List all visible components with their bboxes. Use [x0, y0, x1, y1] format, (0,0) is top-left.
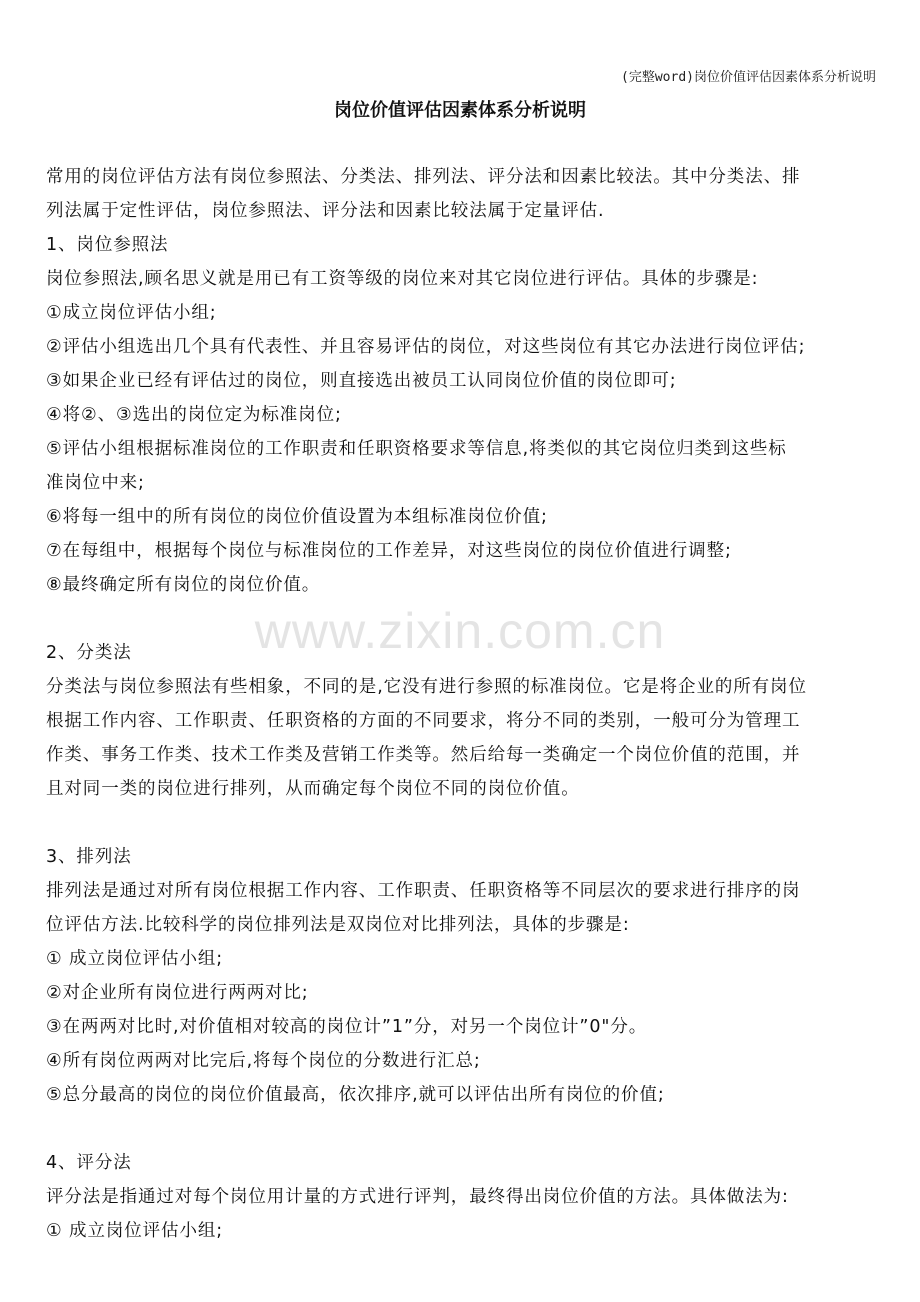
- list-item: ②对企业所有岗位进行两两对比;: [46, 983, 309, 1003]
- section-paragraph: 岗位参照法,顾名思义就是用已有工资等级的岗位来对其它岗位进行评估。具体的步骤是:: [46, 269, 759, 289]
- section-paragraph: 分类法与岗位参照法有些相象，不同的是,它没有进行参照的标准岗位。它是将企业的所有岗位: [46, 677, 807, 697]
- section-heading-ranking: 3、排列法: [46, 847, 132, 867]
- section-paragraph: 评分法是指通过对每个岗位用计量的方式进行评判，最终得出岗位价值的方法。具体做法为:: [46, 1187, 789, 1207]
- intro-line: 常用的岗位评估方法有岗位参照法、分类法、排列法、评分法和因素比较法。其中分类法、排: [46, 167, 801, 187]
- watermark: www.zixin.com.cn: [254, 603, 666, 659]
- section-heading-position-reference: 1、岗位参照法: [46, 235, 169, 255]
- list-item: ⑥将每一组中的所有岗位的岗位价值设置为本组标准岗位价值;: [46, 507, 548, 527]
- list-item: ④所有岗位两两对比完后,将每个岗位的分数进行汇总;: [46, 1051, 481, 1071]
- header-note: (完整word)岗位价值评估因素体系分析说明: [621, 70, 876, 85]
- list-item: ⑤总分最高的岗位的岗位价值最高，依次排序,就可以评估出所有岗位的价值;: [46, 1085, 665, 1105]
- list-item: ⑤评估小组根据标准岗位的工作职责和任职资格要求等信息,将类似的其它岗位归类到这些标: [46, 439, 787, 459]
- list-item: ① 成立岗位评估小组;: [46, 949, 224, 969]
- intro-line: 列法属于定性评估，岗位参照法、评分法和因素比较法属于定量评估.: [46, 201, 605, 221]
- spacer: [46, 806, 880, 840]
- list-item: ④将②、③选出的岗位定为标准岗位;: [46, 405, 342, 425]
- section-paragraph: 排列法是通过对所有岗位根据工作内容、工作职责、任职资格等不同层次的要求进行排序的岗: [46, 881, 801, 901]
- section-paragraph: 作类、事务工作类、技术工作类及营销工作类等。然后给每一类确定一个岗位价值的范围，并: [46, 745, 801, 765]
- page-title: 岗位价值评估因素体系分析说明: [334, 100, 586, 121]
- list-item: ③如果企业已经有评估过的岗位，则直接选出被员工认同岗位价值的岗位即可;: [46, 371, 677, 391]
- list-item: ① 成立岗位评估小组;: [46, 1221, 224, 1241]
- list-item: ⑧最终确定所有岗位的岗位价值。: [46, 575, 321, 595]
- spacer: [46, 602, 880, 636]
- list-item-continuation: 准岗位中来;: [46, 473, 145, 493]
- list-item: ③在两两对比时,对价值相对较高的岗位计”1”分，对另一个岗位计”0"分。: [46, 1017, 648, 1037]
- list-item: ②评估小组选出几个具有代表性、并且容易评估的岗位，对这些岗位有其它办法进行岗位评估;: [46, 337, 806, 357]
- section-heading-classification: 2、分类法: [46, 643, 132, 663]
- section-paragraph: 位评估方法.比较科学的岗位排列法是双岗位对比排列法，具体的步骤是:: [46, 915, 630, 935]
- section-paragraph: 且对同一类的岗位进行排列，从而确定每个岗位不同的岗位价值。: [46, 779, 580, 799]
- spacer: [46, 1112, 880, 1146]
- section-paragraph: 根据工作内容、工作职责、任职资格的方面的不同要求，将分不同的类别，一般可分为管理工: [46, 711, 801, 731]
- document-body: [46, 160, 880, 1248]
- section-heading-scoring: 4、评分法: [46, 1153, 132, 1173]
- list-item: ①成立岗位评估小组;: [46, 303, 217, 323]
- list-item: ⑦在每组中，根据每个岗位与标准岗位的工作差异，对这些岗位的岗位价值进行调整;: [46, 541, 732, 561]
